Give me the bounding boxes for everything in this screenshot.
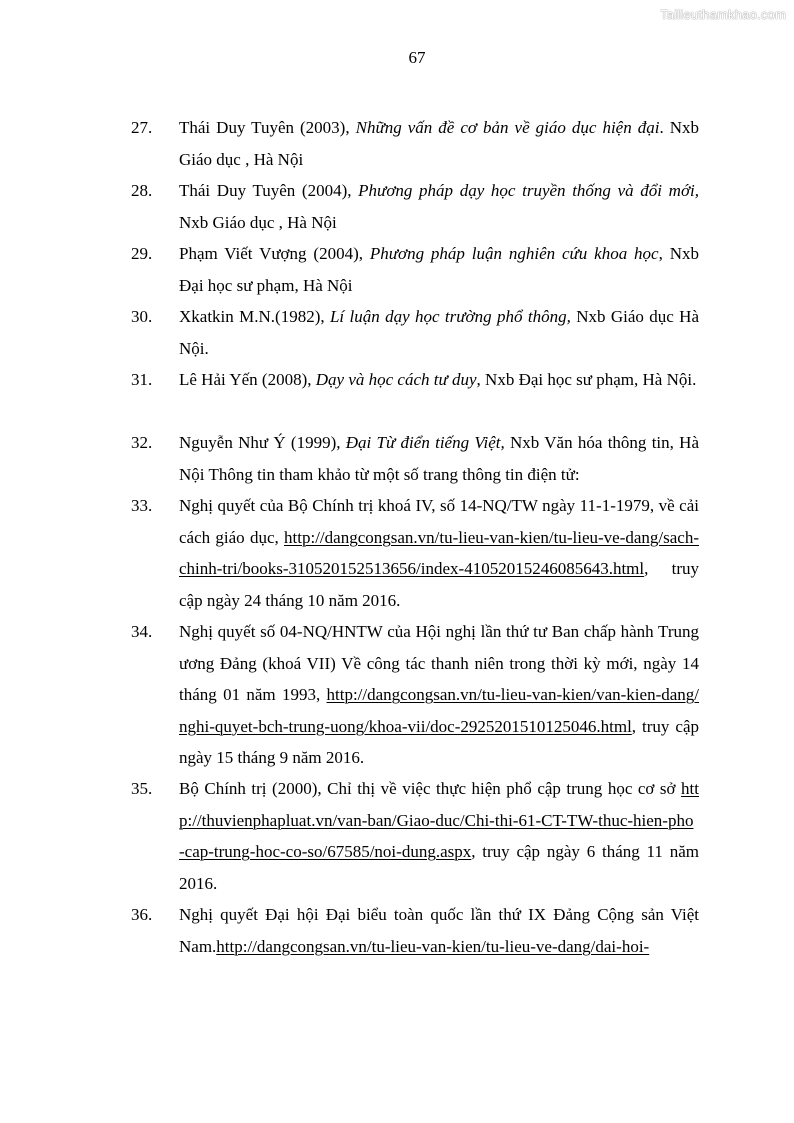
reference-number: 35. — [131, 779, 153, 798]
reference-text: Nguyễn Như Ý (1999), — [179, 433, 346, 452]
reference-text: Bộ Chính trị (2000), Chỉ thị về việc thực hiện phổ cập trung học cơ sở — [179, 779, 682, 798]
reference-list — [131, 112, 699, 962]
reference-text: Phạm Viết Vượng (2004), — [179, 244, 370, 263]
reference-text: Nxb Giáo dục Hà Nội. — [179, 307, 699, 358]
reference-item — [131, 490, 699, 616]
watermark-text: Tailieuthamkhao.com — [660, 7, 786, 22]
reference-text: , truy cập ngày 24 tháng 10 năm 2016. — [179, 559, 699, 610]
reference-title: Đại Từ điển tiếng Việt, — [345, 433, 505, 452]
reference-number: 34. — [131, 622, 153, 641]
page-number: 67 — [408, 48, 426, 67]
reference-text: . Nxb Giáo dục , Hà Nội — [179, 118, 699, 169]
reference-number: 32. — [131, 433, 153, 452]
reference-title: Những vấn đề cơ bản về giáo dục hiện đại — [355, 118, 660, 137]
reference-text: Lê Hải Yến (2008), — [179, 370, 316, 389]
reference-item — [131, 175, 699, 238]
reference-text: Nxb Văn hóa thông tin, Hà Nội Thông tin tham khảo từ một số trang thông tin điện tử: — [179, 433, 699, 484]
reference-number: 36. — [131, 905, 153, 924]
reference-text: Nghị quyết Đại hội Đại biểu toàn quốc lần thứ IX Đảng Cộng sản Việt Nam. — [179, 905, 699, 956]
reference-number: 33. — [131, 496, 153, 515]
reference-number: 27. — [131, 118, 153, 137]
reference-link[interactable]: http://dangcongsan.vn/tu-lieu-van-kien/van-kien-dang/nghi-quyet-bch-trung-uong/khoa-vii/doc-2925201510125046.html — [179, 685, 699, 736]
reference-title: Lí luận dạy học trường phổ thông, — [329, 307, 571, 326]
reference-text: , Nxb Đại học sư phạm, Hà Nội. — [476, 370, 697, 389]
reference-number: 28. — [131, 181, 153, 200]
reference-number: 31. — [131, 370, 153, 389]
reference-link[interactable]: http://dangcongsan.vn/tu-lieu-van-kien/tu-lieu-ve-dang/dai-hoi- — [216, 936, 650, 956]
reference-item — [131, 301, 699, 364]
reference-text: , Nxb Đại học sư phạm, Hà Nội — [179, 244, 699, 295]
reference-item — [131, 616, 699, 773]
reference-item — [131, 364, 699, 427]
reference-item — [131, 112, 699, 175]
reference-text: Thái Duy Tuyên (2004), — [179, 181, 359, 200]
reference-link[interactable]: http://thuvienphapluat.vn/van-ban/Giao-duc/Chi-thi-61-CT-TW-thuc-hien-pho-cap-trung-hoc-co-so/67585/noi-dung.aspx — [179, 779, 699, 861]
reference-number: 30. — [131, 307, 153, 326]
reference-text: Nxb Giáo dục , Hà Nội — [179, 212, 337, 232]
reference-text: Nghị quyết số 04-NQ/HNTW của Hội nghị lần thứ tư Ban chấp hành Trung ương Đảng (khoá VII) Về công tác thanh niên trong thời kỳ mới, ngày 14 tháng 01 năm 1993, — [179, 622, 699, 704]
reference-title: Phương pháp luận nghiên cứu khoa học — [369, 244, 659, 263]
reference-text: Xkatkin M.N.(1982), — [179, 307, 330, 326]
reference-title: Dạy và học cách tư duy — [315, 370, 477, 389]
reference-link[interactable]: http://dangcongsan.vn/tu-lieu-van-kien/tu-lieu-ve-dang/sach-chinh-tri/books-310520152513656/index-41052015246085643.html — [179, 527, 699, 578]
reference-text: Nghị quyết của Bộ Chính trị khoá IV, số 14-NQ/TW ngày 11-1-1979, về cải cách giáo dục, — [179, 496, 699, 547]
reference-title: Phương pháp dạy học truyền thống và đổi mới, — [358, 181, 699, 200]
reference-text: , truy cập ngày 6 tháng 11 năm 2016. — [179, 842, 699, 893]
reference-text: Thái Duy Tuyên (2003), — [179, 118, 356, 137]
reference-item — [131, 773, 699, 899]
reference-number: 29. — [131, 244, 153, 263]
reference-item — [131, 238, 699, 301]
reference-item — [131, 427, 699, 490]
reference-item — [131, 899, 699, 962]
reference-text: , truy cập ngày 15 tháng 9 năm 2016. — [179, 716, 699, 767]
